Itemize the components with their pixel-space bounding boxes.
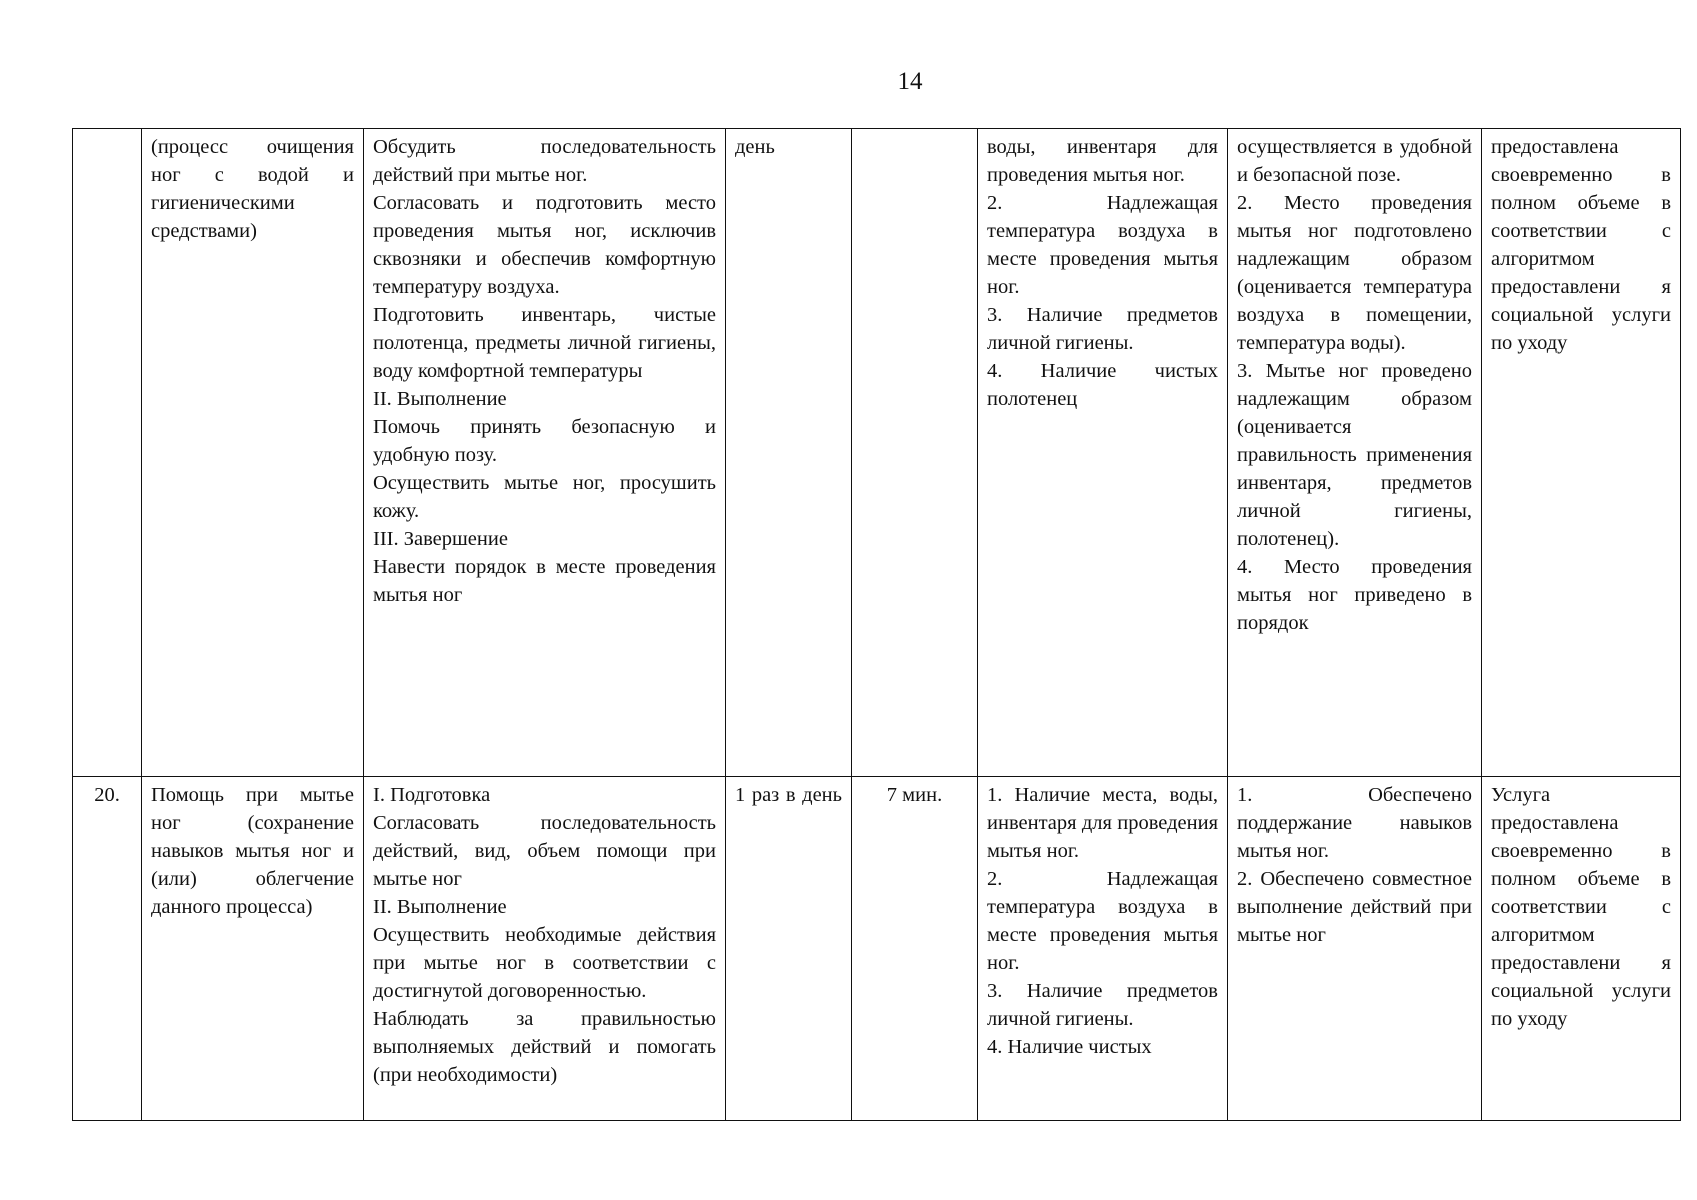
- cell-paragraph: III. Завершение: [373, 528, 508, 550]
- conditions-cell: [978, 129, 1228, 777]
- service-standards-table: [72, 128, 1681, 1121]
- cell-paragraph: Помочь принять безопасную и удобную позу.: [373, 416, 716, 466]
- cell-paragraph: Согласовать и подготовить место проведения мытья ног, исключив сквозняки и обеспечив комфортную температуру воздуха.: [373, 192, 716, 298]
- service-name-cell: Помощь при мытье ног (сохранение навыков мытья ног и (или) облегчение данного процесса): [142, 777, 364, 1121]
- cell-paragraph: 1. Обеспечено поддержание навыков мытья ног.: [1237, 784, 1472, 862]
- cell-paragraph: осуществляется в удобной и безопасной позе.: [1237, 136, 1472, 186]
- time-norm-cell: [852, 129, 978, 777]
- cell-paragraph: 3. Наличие предметов личной гигиены.: [987, 980, 1218, 1030]
- cell-paragraph: 4. Наличие чистых полотенец: [987, 360, 1218, 410]
- cell-paragraph: Осуществить необходимые действия при мытье ног в соответствии с достигнутой договоренностью.: [373, 924, 716, 1002]
- cell-paragraph: 4. Наличие чистых: [987, 1036, 1152, 1058]
- cell-paragraph: II. Выполнение: [373, 388, 507, 410]
- row-number-cell: [73, 129, 142, 777]
- cell-paragraph: Наблюдать за правильностью выполняемых действий и помогать (при необходимости): [373, 1008, 716, 1086]
- frequency-cell: день: [726, 129, 852, 777]
- table-row: [73, 777, 1681, 1121]
- time-norm-cell: 7 мин.: [852, 777, 978, 1121]
- cell-paragraph: Обсудить последовательность действий при мытье ног.: [373, 136, 716, 186]
- cell-paragraph: 2. Место проведения мытья ног подготовлено надлежащим образом (оценивается температура воздуха в помещении, температура воды).: [1237, 192, 1472, 354]
- cell-paragraph: I. Подготовка: [373, 784, 491, 806]
- cell-paragraph: II. Выполнение: [373, 896, 507, 918]
- result-assessment-cell: предоставлена своевременно в полном объеме в соответствии с алгоритмом предоставлени я социальной услуги по уходу: [1482, 129, 1681, 777]
- quality-indicators-cell: [1228, 777, 1482, 1121]
- cell-paragraph: Осуществить мытье ног, просушить кожу.: [373, 472, 716, 522]
- service-actions-cell: [364, 129, 726, 777]
- cell-paragraph: 2. Надлежащая температура воздуха в месте проведения мытья ног.: [987, 868, 1218, 974]
- row-number-cell: 20.: [73, 777, 142, 1121]
- quality-indicators-cell: [1228, 129, 1482, 777]
- service-name-cell: (процесс очищения ног с водой и гигиеническими средствами): [142, 129, 364, 777]
- table-row: [73, 129, 1681, 777]
- cell-paragraph: Согласовать последовательность действий, вид, объем помощи при мытье ног: [373, 812, 716, 890]
- frequency-cell: 1 раз в день: [726, 777, 852, 1121]
- cell-paragraph: воды, инвентаря для проведения мытья ног.: [987, 136, 1218, 186]
- service-actions-cell: [364, 777, 726, 1121]
- cell-paragraph: 4. Место проведения мытья ног приведено в порядок: [1237, 556, 1472, 634]
- cell-paragraph: Навести порядок в месте проведения мытья ног: [373, 556, 716, 606]
- cell-paragraph: 3. Наличие предметов личной гигиены.: [987, 304, 1218, 354]
- cell-paragraph: Подготовить инвентарь, чистые полотенца, предметы личной гигиены, воду комфортной температуры: [373, 304, 716, 382]
- result-assessment-cell: Услуга предоставлена своевременно в полном объеме в соответствии с алгоритмом предоставлени я социальной услуги по уходу: [1482, 777, 1681, 1121]
- cell-paragraph: 2. Обеспечено совместное выполнение действий при мытье ног: [1237, 868, 1472, 946]
- cell-paragraph: 3. Мытье ног проведено надлежащим образом (оценивается правильность применения инвентаря, предметов личной гигиены, полотенец).: [1237, 360, 1472, 550]
- page-number: 14: [897, 68, 923, 95]
- cell-paragraph: 1. Наличие места, воды, инвентаря для проведения мытья ног.: [987, 784, 1218, 862]
- conditions-cell: [978, 777, 1228, 1121]
- cell-paragraph: 2. Надлежащая температура воздуха в месте проведения мытья ног.: [987, 192, 1218, 298]
